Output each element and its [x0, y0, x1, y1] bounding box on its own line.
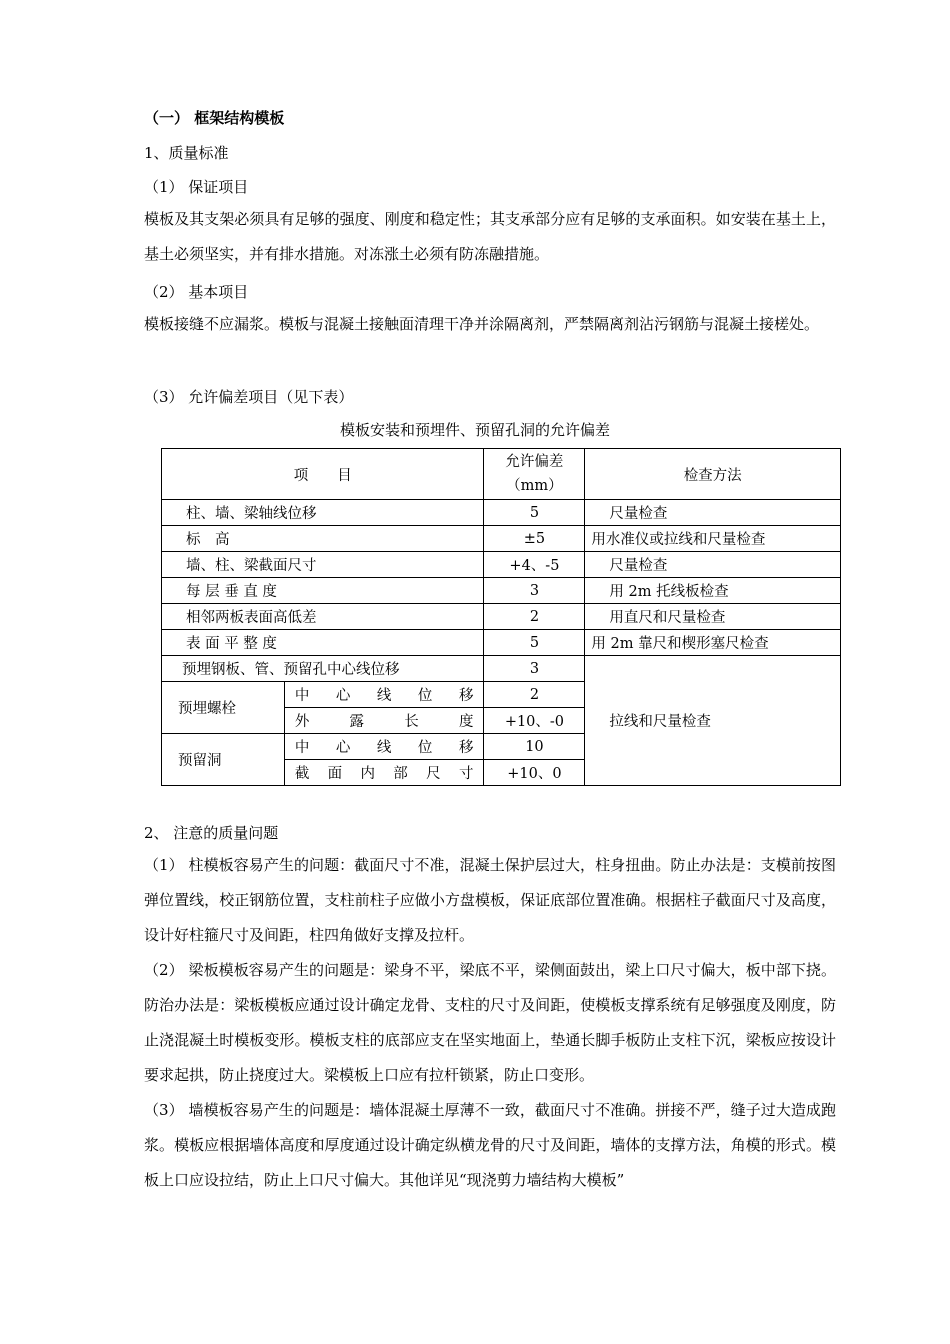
row-method: 尺量检查: [585, 500, 841, 526]
row-item: 表 面 平 整 度: [162, 630, 484, 656]
hole-center-label: 中心线位移: [284, 734, 484, 760]
paragraph-guarantee: 模板及其支架必须具有足够的强度、刚度和稳定性；其支承部分应有足够的支承面积。如安装在基土上，基土必须坚实，并有排水措施。对冻涨土必须有防冻融措施。: [144, 210, 836, 263]
paragraph-basic: 模板接缝不应漏浆。模板与混凝土接触面清理干净并涂隔离剂，严禁隔离剂沾污钢筋与混凝土接槎处。: [144, 315, 820, 333]
table-row: [162, 656, 841, 682]
hole-section-label: 截面内部尺寸: [284, 760, 484, 786]
table-row: [162, 526, 841, 552]
row-method: 用 2m 托线板检查: [585, 578, 841, 604]
paragraph-column-formwork: （1） 柱模板容易产生的问题：截面尺寸不准，混凝土保护层过大，柱身扭曲。防止办法是：支模前按图弹位置线，校正钢筋位置，支柱前柱子应做小方盘模板，保证底部位置准确。根据柱子截面尺寸及高度，设计好柱箍尺寸及间距，柱四角做好支撑及拉杆。: [144, 856, 836, 944]
row-item: 预埋钢板、管、预留孔中心线位移: [162, 656, 484, 682]
header-deviation-line2: （mm）: [506, 478, 563, 494]
hole-center-deviation: 10: [484, 734, 585, 760]
row-item: 标 高: [162, 526, 484, 552]
row-item: 相邻两板表面高低差: [162, 604, 484, 630]
row-method: 用 2m 靠尺和楔形塞尺检查: [585, 630, 841, 656]
header-deviation: [484, 449, 585, 500]
row-deviation: +4、-5: [484, 552, 585, 578]
table-header-row: [162, 449, 841, 500]
subheading-guarantee-items: （1） 保证项目: [144, 178, 249, 196]
row-item: 墙、柱、梁截面尺寸: [162, 552, 484, 578]
row-item: 每 层 垂 直 度: [162, 578, 484, 604]
paragraph-wall-formwork: （3） 墙模板容易产生的问题是：墙体混凝土厚薄不一致，截面尺寸不准确。拼接不严，缝子过大造成跑浆。模板应根据墙体高度和厚度通过设计确定纵横龙骨的尺寸及间距，墙体的支撑方法，角模的形式。模板上口应设拉结，防止上口尺寸偏大。其他详见“现浇剪力墙结构大模板”: [144, 1101, 836, 1189]
row-deviation: 5: [484, 630, 585, 656]
row-deviation: 3: [484, 656, 585, 682]
hole-label: 预留洞: [162, 734, 285, 786]
table-row: [162, 552, 841, 578]
row-method: 用水准仪或拉线和尺量检查: [585, 526, 841, 552]
subheading-basic-items: （2） 基本项目: [144, 283, 249, 301]
hole-section-deviation: +10、0: [484, 760, 585, 786]
bolt-center-deviation: 2: [484, 682, 585, 708]
heading-quality-standard: 1、质量标准: [144, 144, 229, 162]
row-deviation: 5: [484, 500, 585, 526]
row-deviation: 3: [484, 578, 585, 604]
table-row: [162, 630, 841, 656]
table-row: [162, 500, 841, 526]
row-deviation: 2: [484, 604, 585, 630]
paragraph-beam-slab-formwork: （2） 梁板模板容易产生的问题是：梁身不平，梁底不平，梁侧面鼓出，梁上口尺寸偏大，板中部下挠。防治办法是：梁板模板应通过设计确定龙骨、支柱的尺寸及间距，使模板支撑系统有足够强度及刚度，防止浇混凝土时模板变形。模板支柱的底部应支在坚实地面上，垫通长脚手板防止支柱下沉，梁板应按设计要求起拱，防止挠度过大。梁模板上口应有拉杆锁紧，防止口变形。: [144, 961, 836, 1084]
bolt-exposed-label: 外露长度: [284, 708, 484, 734]
heading-quality-issues: 2、 注意的质量问题: [144, 824, 279, 842]
subheading-allowed-deviation: （3） 允许偏差项目（见下表）: [144, 388, 354, 406]
bolt-center-label: 中心线位移: [284, 682, 484, 708]
row-deviation: ±5: [484, 526, 585, 552]
merged-method: 拉线和尺量检查: [585, 656, 841, 786]
header-method: 检查方法: [585, 449, 841, 500]
section-title: （一） 框架结构模板: [144, 109, 285, 127]
deviation-table: [161, 448, 841, 786]
table-row: [162, 604, 841, 630]
bolt-exposed-deviation: +10、-0: [484, 708, 585, 734]
header-item: 项 目: [162, 449, 484, 500]
row-item: 柱、墙、梁轴线位移: [162, 500, 484, 526]
row-method: 用直尺和尺量检查: [585, 604, 841, 630]
bolt-label: 预埋螺栓: [162, 682, 285, 734]
table-row: [162, 578, 841, 604]
table-caption: 模板安装和预埋件、预留孔洞的允许偏差: [339, 421, 610, 439]
row-method: 尺量检查: [585, 552, 841, 578]
header-deviation-line1: 允许偏差: [505, 454, 564, 470]
